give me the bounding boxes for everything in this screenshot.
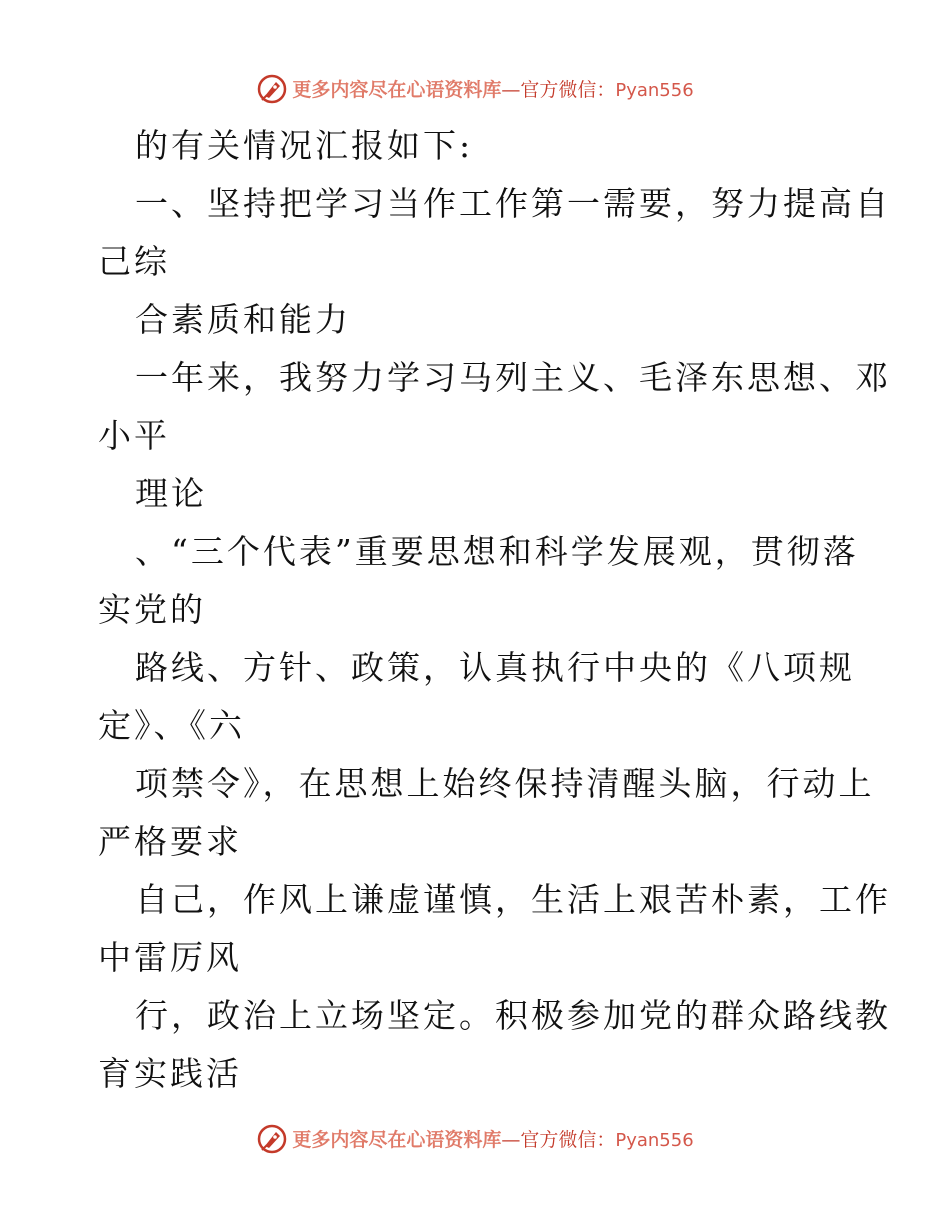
header-watermark bbox=[0, 70, 950, 110]
text-line: 项禁令》，在思想上始终保持清醒头脑，行动上 bbox=[135, 764, 875, 803]
watermark-separator: — bbox=[501, 79, 521, 101]
watermark-main-text: 更多内容尽在心语资料库 bbox=[292, 79, 502, 101]
document-body bbox=[0, 117, 950, 1103]
footer-watermark bbox=[0, 1120, 950, 1160]
text-line: 育实践活 bbox=[98, 1054, 242, 1093]
text-line: 、“三个代表”重要思想和科学发展观，贯彻落 bbox=[135, 532, 859, 571]
pen-nib-logo-icon bbox=[256, 73, 288, 105]
watermark-wechat-label: 官方微信： bbox=[520, 1129, 616, 1151]
text-line: 自己，作风上谦虚谨慎，生活上艰苦朴素，工作 bbox=[135, 880, 891, 919]
text-line: 一、坚持把学习当作工作第一需要，努力提高自 bbox=[135, 184, 891, 223]
text-line: 小平 bbox=[98, 416, 170, 455]
text-line: 中雷厉风 bbox=[98, 938, 242, 977]
watermark-separator: — bbox=[501, 1129, 521, 1151]
text-line: 理论 bbox=[135, 474, 207, 513]
text-line: 己综 bbox=[98, 242, 170, 281]
text-line: 严格要求 bbox=[98, 822, 242, 861]
text-line: 合素质和能力 bbox=[135, 300, 351, 339]
watermark-wechat-id: Pyan556 bbox=[615, 1130, 694, 1151]
text-line: 路线、方针、政策，认真执行中央的《八项规 bbox=[135, 648, 855, 687]
text-line: 一年来，我努力学习马列主义、毛泽东思想、邓 bbox=[135, 358, 891, 397]
text-line: 的有关情况汇报如下: bbox=[135, 126, 474, 165]
watermark-wechat-id: Pyan556 bbox=[615, 80, 694, 101]
text-line: 行，政治上立场坚定。积极参加党的群众路线教 bbox=[135, 996, 891, 1035]
watermark-wechat-label: 官方微信： bbox=[520, 79, 616, 101]
pen-nib-logo-icon bbox=[256, 1123, 288, 1155]
text-line: 定》、《六 bbox=[98, 706, 245, 745]
watermark-main-text: 更多内容尽在心语资料库 bbox=[292, 1129, 502, 1151]
text-line: 实党的 bbox=[98, 590, 206, 629]
